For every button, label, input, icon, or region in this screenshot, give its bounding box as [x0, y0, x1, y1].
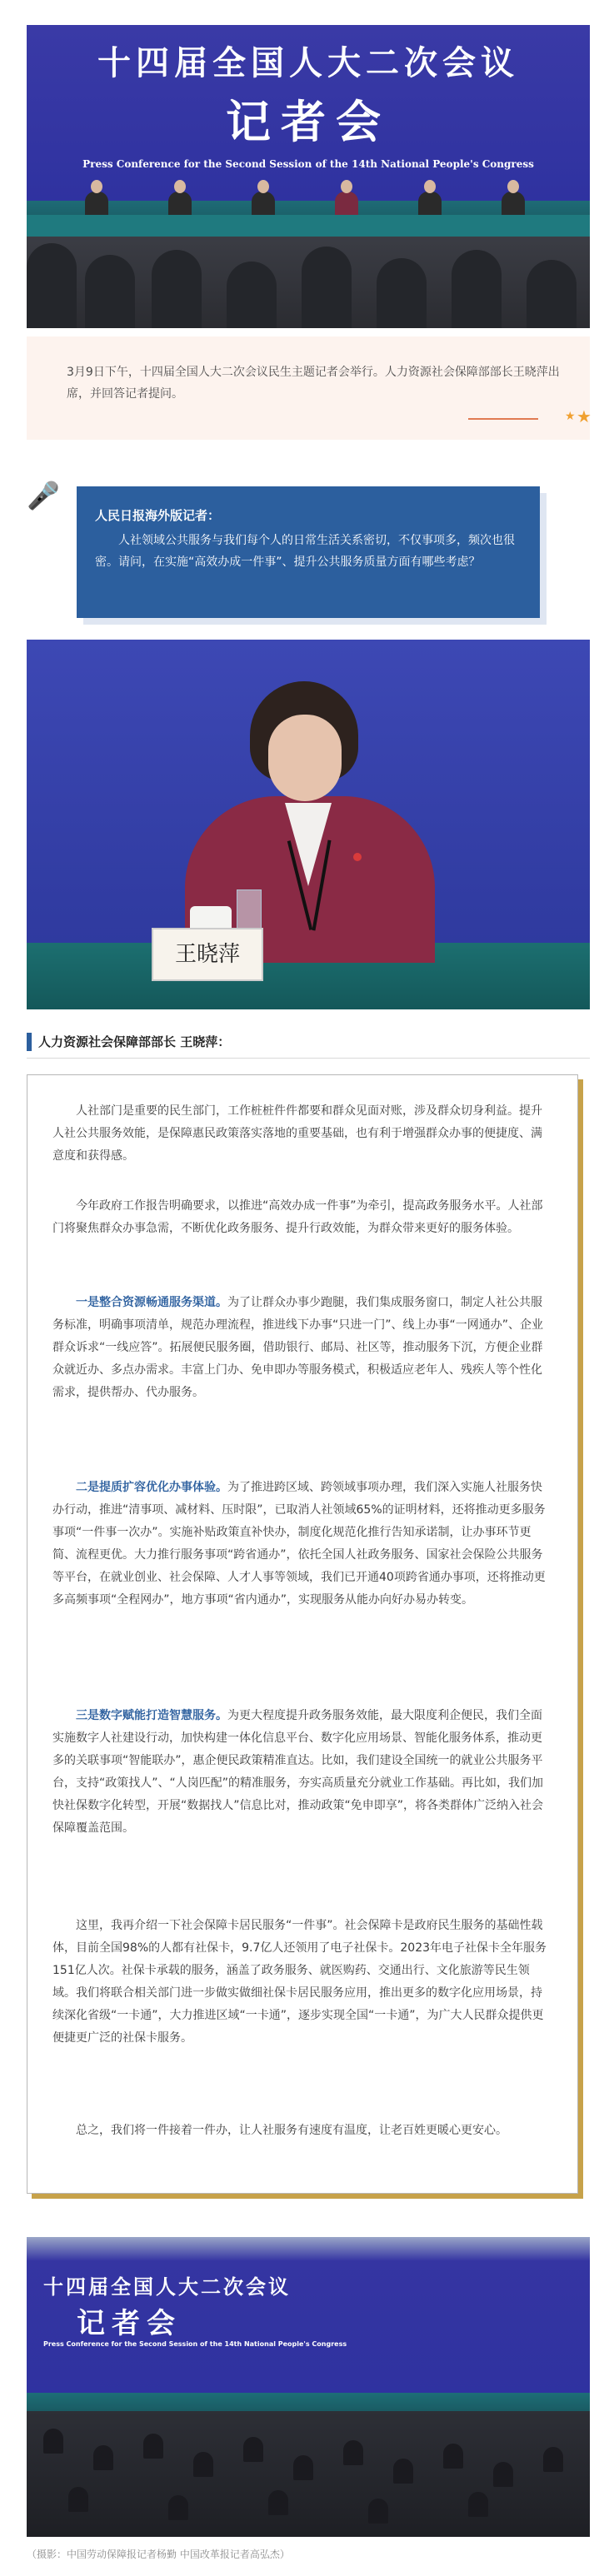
- decorative-line: [468, 418, 538, 420]
- paragraph-highlight: 三是数字赋能打造智慧服务。: [76, 1709, 227, 1722]
- audience-silhouette: [452, 250, 502, 328]
- photo-caption: 3月9日下午，十四届全国人大二次会议民生主题记者会举行。人力资源社会保障部部长王晓萍出席，并回答记者提问。: [67, 366, 560, 401]
- audience-silhouette: [343, 2440, 363, 2465]
- audience-silhouette: [368, 2499, 388, 2524]
- article-paragraph: [52, 1477, 552, 1612]
- audience-silhouette: [443, 2444, 463, 2469]
- photo-credit: （摄影：中国劳动保障报记者杨勤 中国改革报记者高弘杰）: [27, 2549, 290, 2560]
- audience-silhouette: [193, 2452, 213, 2477]
- audience-silhouette: [93, 2445, 113, 2470]
- audience-silhouette: [243, 2437, 263, 2462]
- star-icon: ★: [577, 406, 592, 426]
- speaker-title: 人力资源社会保障部部长 王晓萍：: [38, 1034, 231, 1049]
- photo-banner-heading: 记者会: [77, 2307, 182, 2340]
- star-icon: ★: [565, 410, 576, 423]
- audience-silhouette: [85, 255, 135, 328]
- audience-silhouette: [302, 247, 352, 328]
- photo-banner-title: 十四届全国人大二次会议: [43, 2275, 291, 2299]
- audience-silhouette: [468, 2492, 488, 2517]
- audience-silhouette: [543, 2447, 563, 2472]
- article-paragraph: [52, 1292, 552, 1404]
- article-paragraph: 这里，我再介绍一下社会保障卡居民服务“一件事”。社会保障卡是政府民生服务的基础性载体，目前全国98%的人都有社保卡，9.7亿人还领用了电子社保卡。2023年电子社保卡全年服务151亿人次。社保卡承载的服务，涵盖了政务服务、就医购药、交通出行、文化旅游等民生领域。我们将联合相关部门进一步做实做细社保卡居民服务应用，推出更多的数字化应用场景，持续深化省级“一卡通”，大力推进区域“一卡通”，逐步实现全国“一卡通”，为广大人民群众提供更便捷更广泛的社保卡服务。: [52, 1919, 547, 2045]
- paragraph-body: 为了让群众办事少跑腿，我们集成服务窗口，制定人社公共服务标准，明确事项清单，规范办理流程，推进线下办事“只进一门”、线上办事“一网通办”、企业群众诉求“一线应答”。拓展便民服务圈，借助银行、邮局、社区等，推动服务下沉，方便企业群众就近办、多点办需求。丰富上门办、免申即办等服务模式，积极适应老年人、残疾人等个性化需求，提供帮办、代办服务。: [52, 1296, 544, 1399]
- question-box: [77, 486, 540, 618]
- photo-banner-subtitle: Press Conference for the Second Session of the 14th National People's Congress: [82, 158, 534, 170]
- photo-caption-box: [27, 336, 590, 440]
- audience-silhouette: [293, 2455, 313, 2480]
- audience-silhouette: [68, 2487, 88, 2512]
- photo-banner-subtitle: Press Conference for the Second Session of the 14th National People's Congress: [43, 2340, 347, 2348]
- audience-silhouette: [168, 2495, 188, 2520]
- paragraph-highlight: 一是整合资源畅通服务渠道。: [76, 1296, 227, 1309]
- article-paragraph: [52, 1705, 552, 1840]
- paragraph-body: 为了推进跨区域、跨领域事项办理，我们深入实施人社服务快办行动，推进“清事项、减材料、压时限”，已取消人社领域65%的证明材料，还将推动更多服务事项“一件事一次办”。实施补贴政策直补快办，制度化规范化推行告知承诺制，让办事环节更简、流程更优。大力推行服务事项“跨省通办”，依托全国人社政务服务、国家社会保险公共服务等平台，在就业创业、社会保障、人才人事等领域，我们已开通40项跨省通办事项，还将推动更多高频事项“全程网办”，地方事项“省内通办”，实现服务从能办向好办易办转变。: [52, 1481, 546, 1607]
- press-conference-photo: [27, 25, 590, 328]
- answer-article-box: [27, 1074, 578, 2194]
- audience-silhouette: [227, 262, 277, 328]
- audience-silhouette: [393, 2459, 413, 2484]
- nameplate: 王晓萍: [152, 928, 263, 981]
- article-paragraph: 今年政府工作报告明确要求，以推进“高效办成一件事”为牵引，提高政务服务水平。人社部门将聚焦群众办事急需，不断优化政务服务、提升行政效能，为群众带来更好的服务体验。: [52, 1199, 543, 1235]
- article-paragraph: 人社部门是重要的民生部门，工作桩桩件件都要和群众见面对账，涉及群众切身利益。提升人社公共服务效能，是保障惠民政策落实落地的重要基础，也有利于增强群众办事的便捷度、满意度和获得感。: [52, 1104, 542, 1163]
- audience-silhouette: [43, 2429, 63, 2454]
- audience-silhouette: [152, 250, 202, 328]
- article-paragraph: 总之，我们将一件接着一件办，让人社服务有速度有温度，让老百姓更暖心更安心。: [76, 2124, 507, 2137]
- speaker-portrait-photo: [27, 640, 590, 1009]
- paragraph-body: 为更大程度提升政务服务效能，最大限度利企便民，我们全面实施数字人社建设行动，加快构建一体化信息平台、数字化应用场景、智能化服务体系，推动更多的关联事项“智能联办”，惠企便民政策精准直达。比如，我们建设全国统一的就业公共服务平台，支持“政策找人”、“人岗匹配”的精准服务，夯实高质量充分就业工作基础。再比如，我们加快社保数字化转型，开展“数据找人”信息比对，推动政策“免申即享”，将各类群体广泛纳入社会保障覆盖范围。: [52, 1709, 544, 1835]
- title-accent-bar: [27, 1033, 32, 1051]
- question-text: 人社领域公共服务与我们每个人的日常生活关系密切，不仅事项多，频次也很密。请问，在实施“高效办成一件事”、提升公共服务质量方面有哪些考虑？: [95, 534, 515, 569]
- audience-silhouette: [493, 2462, 513, 2487]
- speaker-face: [268, 715, 342, 801]
- audience-silhouette: [268, 2490, 288, 2515]
- reporter-label: 人民日报海外版记者：: [95, 508, 221, 523]
- badge-pin: [353, 853, 362, 861]
- audience-silhouette: [527, 260, 577, 328]
- audience-silhouette: [377, 258, 427, 328]
- audience-silhouette: [27, 243, 77, 328]
- paragraph-highlight: 二是提质扩容优化办事体验。: [76, 1481, 227, 1494]
- divider: [27, 1058, 590, 1059]
- photo-banner-heading: 记者会: [226, 95, 391, 148]
- photo-banner-title: 十四届全国人大二次会议: [97, 43, 519, 82]
- microphone-icon: 🎤: [27, 480, 60, 511]
- audience-silhouette: [143, 2434, 163, 2459]
- podium-table: [27, 215, 590, 237]
- conference-hall-photo: [27, 2237, 590, 2537]
